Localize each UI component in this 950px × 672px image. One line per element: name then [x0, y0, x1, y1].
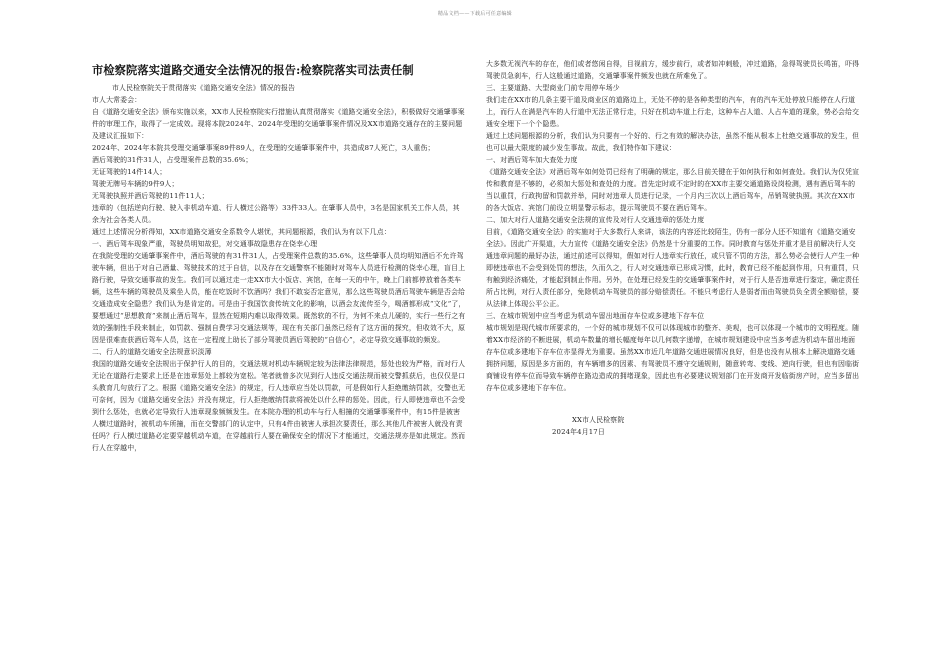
- paragraph: 三、在城市规划中应当考虑为机动车留出地面存车位或多建地下存车位: [486, 312, 705, 320]
- paragraph: 通过上述问题根源的分析，我们认为只要有一个好的、行之有效的解决办法，虽然不能从根本上杜绝交通事故的发生，但也可以最大限度的减少发生事故。故此，我们特作如下建议：: [486, 132, 860, 152]
- paragraph: 城市规划是现代城市所要求的，一个好的城市规划不仅可以体现城市的整齐、美观，也可以体现一个城市的文明程度。随着XX市经济的不断进展，机动车数量的增长幅度每年以几何数字递增，在城市规划建设中应当多考虑为机动车留出地面存车位或多建地下存车位亦显得尤为重要。虽然XX市近几年道路交通进展情况良好，但是也没有从根本上解决道路交通拥挤问题，原因是多方面的，有车辆增多的因素、有驾驶员不遵守交通规则，随意转弯、变线、逆向行驶，但也有因临街商铺设有停车位而导致车辆停在路边造成的拥堵现象，因此也有必要建议规划部门在开发商开发临街房产时，应当多留出存车位或多建地下存车位。: [486, 324, 860, 392]
- paragraph: 无证驾驶的14件14人；: [92, 168, 167, 176]
- paragraph: 驾驶无牌号车辆的9件9人；: [92, 180, 179, 188]
- header-note: 精品文档——下载后可任意编辑: [437, 11, 513, 17]
- paragraph: 我国的道路交通安全法规出于保护行人的目的，交通法规对机动车辆规定较为法律法律规范，惩处也较为严格，而对行人无论在道路行走要求上还是在违章惩处上都较为宽松。笔者就曾多次见到行人违反交通法规而被交警抓获后，也仅仅是口头教育几句放行了之。根据《道路交通安全法》的规定，行人违章应当处以罚款，可是假如行人拒绝缴纳罚款，交警也无可奈何，因为《道路交通安全法》并没有规定，行人拒绝缴纳罚款将被处以什么样的惩处。因此，行人即使违章也不会受到什么惩处，也就必定导致行人违章现象频频发生。在本院办理的机动车与行人相撞的交通肇事案件中，有15件是被害人横过道路时，被机动车所撞，而在交警部门的认定中，只有4件由被害人承担次要责任，那么其他几件被害人就没有责任吗？行人横过道路必定要穿越机动车道，在穿越前行人要在确保安全的情况下才能通过，交通法规亦是如此规定。然而行人在穿越中，: [92, 360, 466, 452]
- paragraph: 在我院受理的交通肇事案件中，酒后驾驶的有31件31人，占受理案件总数的35.6%，这些肇事人员均明知酒后不允许驾驶车辆，但出于对自己酒量、驾驶技术的过于自信，以及存在交通警察不能随时对驾车人员进行检测的侥幸心理，盲目上路行驶，导致交通事故的发生。我们可以通过走一走XX市大小饭店、宾馆，在每一天的中午，晚上门前都停放着各类车辆，这些车辆的驾驶员及乘坐人员，能在吃饭时不饮酒吗？我们不敢妄否定意见，那么这些驾驶员酒后驾驶车辆是否会给交通造成安全隐患？我们认为是肯定的。可是由于我国饮食传统文化的影响，以酒会友流传至今，喝酒都形成“文化”了，要想通过“思想教育”来制止酒后驾车，显然在短期内难以取得效果。既然软的不行，为何不来点儿硬的，实行一些行之有效的强制性手段来制止，如罚款、强制自费学习交通法规等，现在有关部门虽然已经有了这方面的探究，但收效不大，原因是很难查获酒后驾车人员，这在一定程度上助长了部分驾驶员酒后驾驶的“自信心”，必定导致交通事故的频发。: [92, 252, 466, 344]
- paragraph: 2024年、2024年本院共受理交通肇事案89件89人，在受理的交通肇事案件中，共造成87人死亡，3人重伤；: [92, 144, 435, 152]
- left-body: [92, 94, 466, 454]
- paragraph: 违章的（包括逆向行驶、驶入非机动车道、行人横过公路等）33件33人。在肇事人员中，3名是国家机关工作人员，其余为社会各类人员。: [92, 204, 460, 224]
- left-column: [92, 58, 466, 454]
- paragraph: 市人大常委会：: [92, 96, 142, 104]
- right-column: [486, 58, 860, 438]
- paragraph: 无驾驶执照并酒后驾驶的11件11人；: [92, 192, 209, 200]
- paragraph: 大多数无视汽车的存在，他们或者悠闲自得，目视前方，缓步前行，或者如冲刺般，冲过道路，急得驾驶员长鸣笛，吓得驾驶员急刹车，行人这般通过道路，交通肇事案件频发也就在所难免了。: [486, 60, 860, 80]
- paragraph: 二、加大对行人道路交通安全法规的宣传及对行人交通违章的惩处力度: [486, 216, 705, 224]
- paragraph: 一、酒后驾车现象严重，驾驶员明知故犯，对交通事故隐患存在侥幸心理: [92, 240, 318, 248]
- paragraph: 酒后驾驶的31件31人，占受理案件总数的35.6%；: [92, 156, 253, 164]
- paragraph: 通过上述情况分析得知，XX市道路交通安全系数令人堪忧，其问题根源，我们认为有以下几点：: [92, 228, 391, 236]
- paragraph: 《道路交通安全法》对酒后驾车如何处罚已经有了明确的规定，那么目前关键在于如何执行和如何查处。我们认为仅凭宣传和教育是不够的，必须加大惩处和查处的力度。首先定时或不定时的在XX市主要交通道路设岗检测，遇有酒后驾车的当以重罚，行政拘留和罚款并举，同时对违章人员进行记录，一个月内三次以上酒后驾车，吊销驾驶执照。其次在XX市的各大饭店、宾馆门前设立明显警示标志，提示驾驶员不要在酒后驾车。: [486, 168, 860, 212]
- document-title: 市检察院落实道路交通安全法情况的报告:检察院落实司法责任制: [92, 63, 414, 77]
- right-body: [486, 58, 860, 394]
- paragraph: 三、主要道路、大型商业门前专用停车场少: [486, 84, 620, 92]
- paragraph: 二、行人的道路交通安全法规意识淡薄: [92, 348, 212, 356]
- document-subtitle: 市人民检察院关于贯彻落实《道路交通安全法》情况的报告: [112, 84, 296, 92]
- paragraph: 自《道路交通安全法》颁布实施以来，XX市人民检察院实行措施认真贯彻落实《道路交通安全法》，积极做好交通肇事案件的审理工作，取得了一定成效。现将本院2024年、2024年受理的交通肇事案件情况及XX市道路交通存在的主要问题及建议汇报如下：: [92, 108, 465, 140]
- paragraph: 一、对酒后驾车加大查处力度: [486, 156, 578, 164]
- paragraph: 目前，《道路交通安全法》的实施对于大多数行人来讲，该法的内容还比较陌生，仍有一部分人还不知道有《道路交通安全法》。因此广开渠道，大力宣传《道路交通安全法》仍然是十分重要的工作。同时教育与惩处并重才是目前解决行人交通违章问题的最好办法，通过前述可以得知，假如对行人违章实行放任，或只管不罚的方法，那么势必会使行人产生一种即使违章也不会受到处罚的想法，久而久之，行人对交通违章已形成习惯，此时，教育已经不能起到作用，只有重罚，只有触到经济痛处，才能起到制止作用。另外，在处理已经发生的交通肇事案件时，对于行人是否违章进行鉴定，确定责任所占比例，对行人责任部分，免除机动车驾驶员的部分赔偿责任。不能只考虑行人是弱者而由驾驶员负全责全额赔偿，要从法律上体现公平公正。: [486, 228, 860, 308]
- signature-org: XX市人民检察院: [572, 416, 625, 424]
- paragraph: 我们走在XX市的几条主要干道及商业区的道路边上，无处不停的是各种类型的汽车，有的汽车无处停放只能停在人行道上，而行人在满是汽车的人行道中无法正常行走，只好在机动车道上行走，这种车占人道、人占车道的现象，势必会给交通安全埋下一个个隐患。: [486, 96, 860, 128]
- signature-date: 2024年4月17日: [552, 428, 605, 436]
- signature-block: [486, 414, 860, 438]
